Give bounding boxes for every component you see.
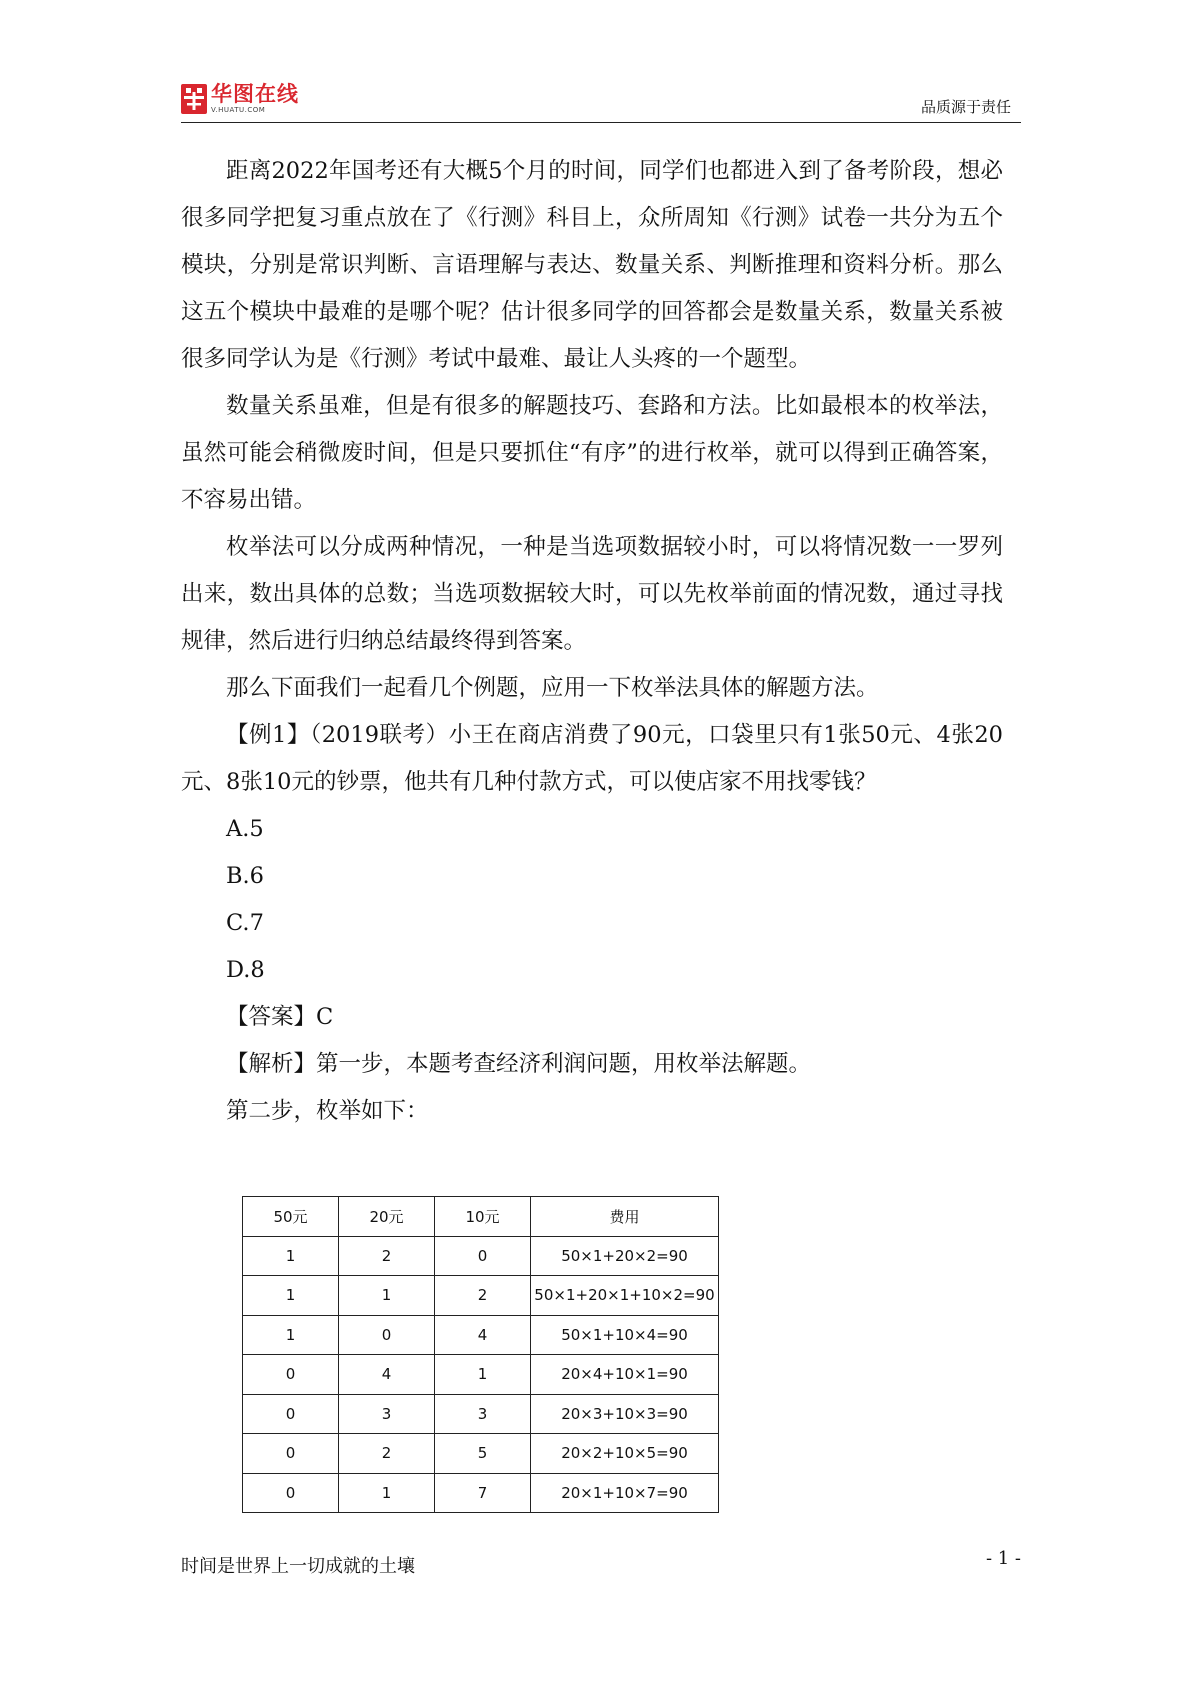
table-row bbox=[243, 1394, 719, 1434]
table-cell: 1 bbox=[243, 1276, 339, 1316]
table-cell: 2 bbox=[339, 1236, 435, 1276]
answer-line: 【答案】C bbox=[226, 1004, 334, 1030]
table-cell: 3 bbox=[339, 1394, 435, 1434]
logo-url: V.HUATU.COM bbox=[211, 106, 266, 114]
enumeration-table bbox=[242, 1196, 719, 1513]
table-cell: 20×4+10×1=90 bbox=[531, 1355, 719, 1395]
example-stem: 【例1】（2019联考）小王在商店消费了90元，口袋里只有1张50元、4张20元、8张10元的钞票，他共有几种付款方式，可以使店家不用找零钱？ bbox=[181, 722, 1003, 795]
option-c: C.7 bbox=[226, 910, 264, 936]
table-cell: 2 bbox=[435, 1276, 531, 1316]
table-cell: 0 bbox=[243, 1473, 339, 1513]
table-cell: 1 bbox=[339, 1473, 435, 1513]
table-header-cell: 50元 bbox=[243, 1197, 339, 1237]
table-cell: 0 bbox=[339, 1315, 435, 1355]
table-cell: 20×3+10×3=90 bbox=[531, 1394, 719, 1434]
table-cell: 20×1+10×7=90 bbox=[531, 1473, 719, 1513]
table-cell: 1 bbox=[435, 1355, 531, 1395]
table-header-cell: 费用 bbox=[531, 1197, 719, 1237]
table-cell: 0 bbox=[243, 1355, 339, 1395]
table-cell: 0 bbox=[435, 1236, 531, 1276]
table-cell: 1 bbox=[339, 1276, 435, 1316]
huatu-logo-icon bbox=[181, 84, 207, 114]
table-cell: 5 bbox=[435, 1434, 531, 1474]
header-motto: 品质源于责任 bbox=[920, 98, 1011, 116]
table-row bbox=[243, 1276, 719, 1316]
table-header-row bbox=[243, 1197, 719, 1237]
step-two-line: 第二步，枚举如下： bbox=[226, 1098, 429, 1124]
page-number: - 1 - bbox=[985, 1548, 1021, 1569]
table-header-cell: 20元 bbox=[339, 1197, 435, 1237]
brand-logo bbox=[181, 80, 299, 118]
table-row bbox=[243, 1315, 719, 1355]
table-cell: 0 bbox=[243, 1434, 339, 1474]
paragraph-examples-lead: 那么下面我们一起看几个例题，应用一下枚举法具体的解题方法。 bbox=[226, 675, 879, 701]
paragraph-intro: 距离2022年国考还有大概5个月的时间，同学们也都进入到了备考阶段，想必很多同学把复习重点放在了《行测》科目上，众所周知《行测》试卷一共分为五个模块，分别是常识判断、言语理解与表达、数量关系、判断推理和资料分析。那么这五个模块中最难的是哪个呢？估计很多同学的回答都会是数量关系，数量关系被很多同学认为是《行测》考试中最难、最让人头疼的一个题型。 bbox=[181, 158, 1003, 372]
option-b: B.6 bbox=[226, 863, 265, 889]
paragraph-techniques: 数量关系虽难，但是有很多的解题技巧、套路和方法。比如最根本的枚举法，虽然可能会稍微废时间，但是只要抓住“有序”的进行枚举，就可以得到正确答案，不容易出错。 bbox=[181, 393, 1003, 513]
page-header bbox=[181, 80, 1021, 123]
table-row bbox=[243, 1434, 719, 1474]
analysis-line: 【解析】第一步，本题考查经济利润问题，用枚举法解题。 bbox=[226, 1051, 812, 1077]
main-content bbox=[181, 148, 1003, 1135]
table-cell: 50×1+20×1+10×2=90 bbox=[531, 1276, 719, 1316]
table-cell: 50×1+10×4=90 bbox=[531, 1315, 719, 1355]
logo-name: 华图在线 bbox=[211, 82, 299, 106]
paragraph-enumeration: 枚举法可以分成两种情况，一种是当选项数据较小时，可以将情况数一一罗列出来，数出具体的总数；当选项数据较大时，可以先枚举前面的情况数，通过寻找规律，然后进行归纳总结最终得到答案。 bbox=[181, 534, 1003, 654]
footer-slogan: 时间是世界上一切成就的土壤 bbox=[181, 1556, 415, 1577]
table-cell: 2 bbox=[339, 1434, 435, 1474]
table-cell: 50×1+20×2=90 bbox=[531, 1236, 719, 1276]
table-cell: 7 bbox=[435, 1473, 531, 1513]
table-cell: 1 bbox=[243, 1315, 339, 1355]
table-row bbox=[243, 1355, 719, 1395]
table-cell: 1 bbox=[243, 1236, 339, 1276]
table-cell: 4 bbox=[435, 1315, 531, 1355]
table-row bbox=[243, 1473, 719, 1513]
table-header-cell: 10元 bbox=[435, 1197, 531, 1237]
option-a: A.5 bbox=[226, 816, 264, 842]
table-row bbox=[243, 1236, 719, 1276]
enumeration-table-wrap bbox=[242, 1196, 719, 1513]
option-d: D.8 bbox=[226, 957, 265, 983]
table-cell: 20×2+10×5=90 bbox=[531, 1434, 719, 1474]
table-cell: 4 bbox=[339, 1355, 435, 1395]
table-cell: 3 bbox=[435, 1394, 531, 1434]
table-cell: 0 bbox=[243, 1394, 339, 1434]
